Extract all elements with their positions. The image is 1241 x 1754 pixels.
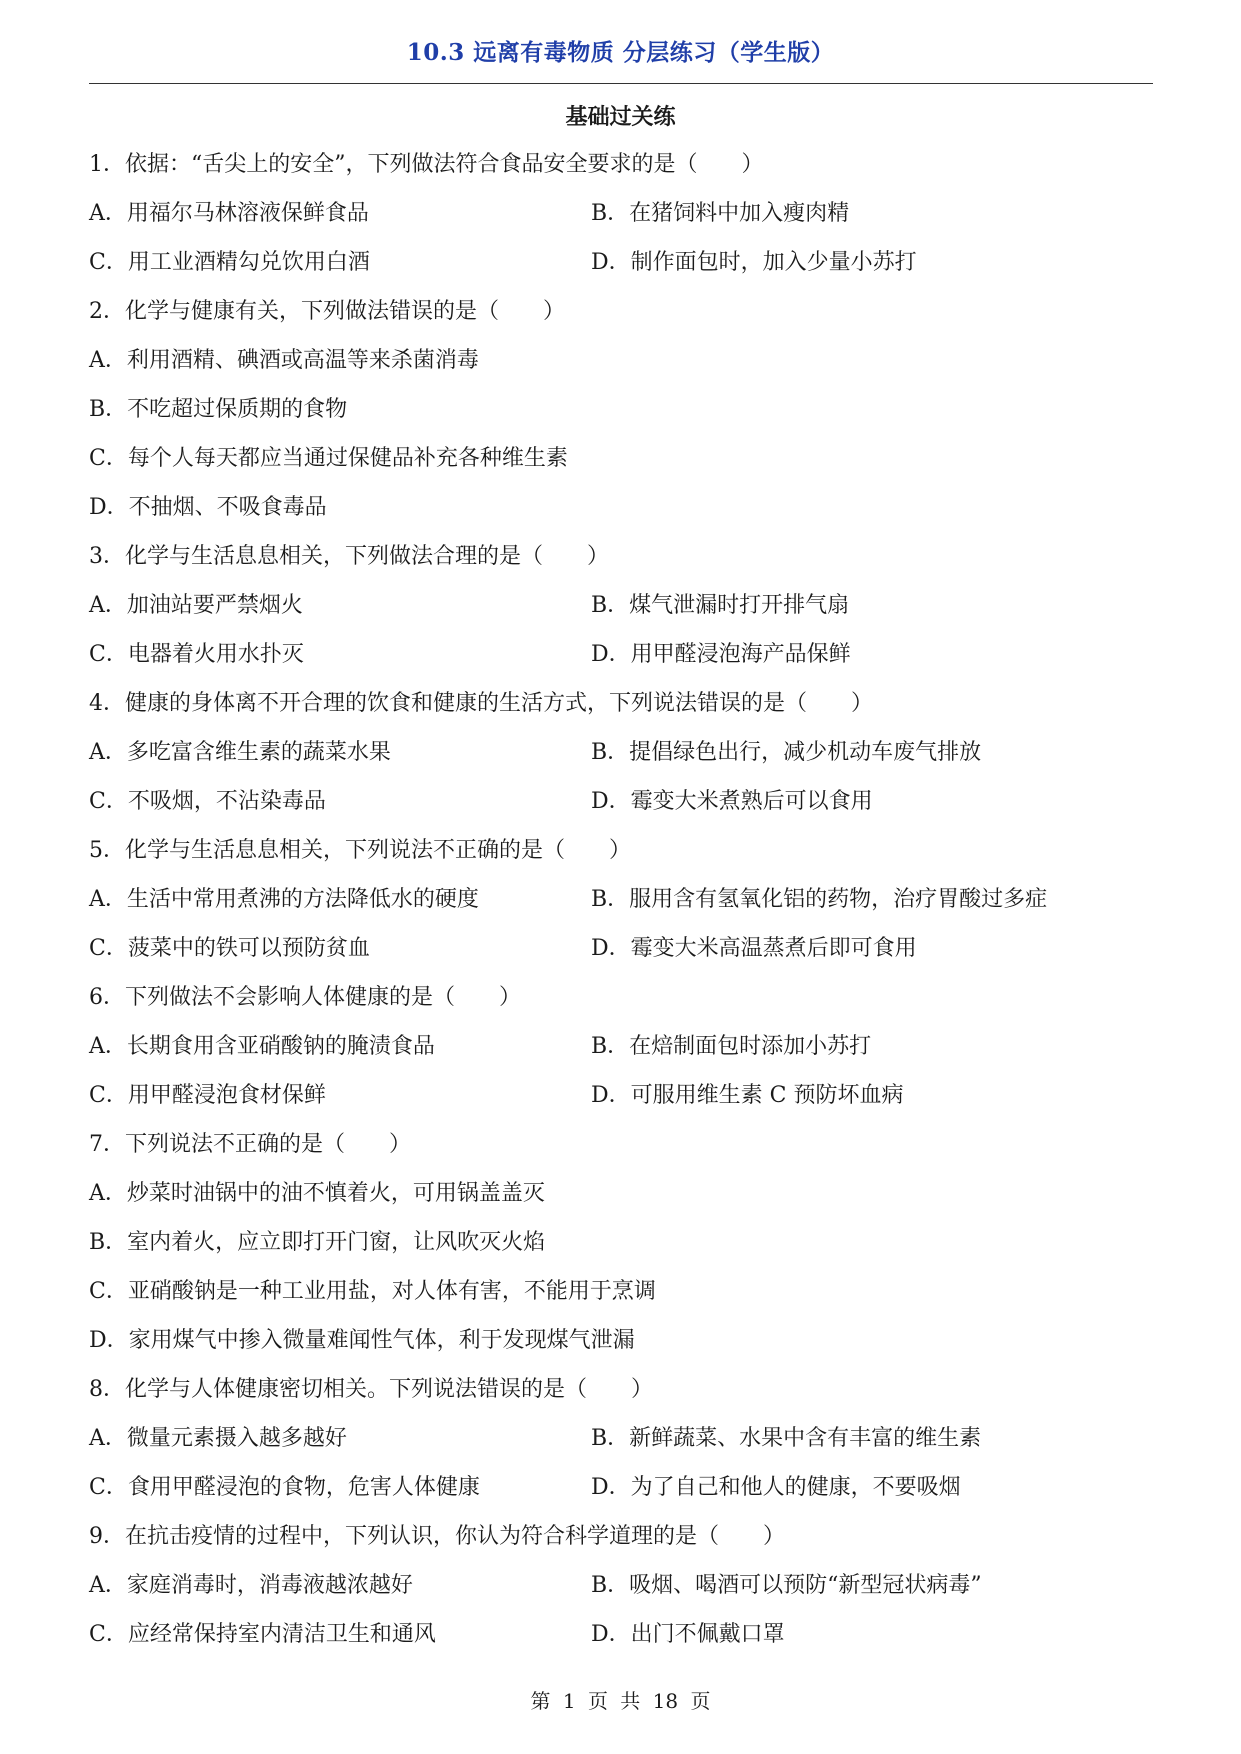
- question-8-option-a: A．微量元素摄入越多越好: [89, 1426, 347, 1451]
- question-5-options-row-2: [89, 924, 1153, 973]
- question-5-options-row-1: [89, 875, 1153, 924]
- question-list: [89, 140, 1153, 1659]
- question-7-option-a: A．炒菜时油锅中的油不慎着火，可用锅盖盖灭: [89, 1181, 545, 1206]
- question-4-option-b: B．提倡绿色出行，减少机动车废气排放: [591, 740, 982, 765]
- question-3-option-c: C．电器着火用水扑灭: [89, 642, 304, 667]
- question-7-stem: 7．下列说法不正确的是（ ）: [89, 1132, 411, 1157]
- question-4-option-a: A．多吃富含维生素的蔬菜水果: [89, 740, 391, 765]
- question-4-options-row-2: [89, 777, 1153, 826]
- question-1-option-d: D．制作面包时，加入少量小苏打: [591, 250, 917, 275]
- question-9-options-row-1: [89, 1561, 1153, 1610]
- question-1-stem: 1．依据：“舌尖上的安全”，下列做法符合食品安全要求的是（ ）: [89, 152, 764, 177]
- question-6-options-row-1: [89, 1022, 1153, 1071]
- question-6-option-b: B．在焙制面包时添加小苏打: [591, 1034, 872, 1059]
- question-6-option-c: C．用甲醛浸泡食材保鲜: [89, 1083, 326, 1108]
- question-3-option-a: A．加油站要严禁烟火: [89, 593, 303, 618]
- question-2-stem: 2．化学与健康有关，下列做法错误的是（ ）: [89, 299, 565, 324]
- question-2-option-c: C．每个人每天都应当通过保健品补充各种维生素: [89, 446, 568, 471]
- question-7-option-c: C．亚硝酸钠是一种工业用盐，对人体有害，不能用于烹调: [89, 1279, 656, 1304]
- page-number-footer: 第 1 页 共 18 页: [530, 1689, 711, 1713]
- question-6-option-d: D．可服用维生素 C 预防坏血病: [591, 1083, 904, 1108]
- question-5-option-c: C．菠菜中的铁可以预防贫血: [89, 936, 370, 961]
- question-5-stem: 5．化学与生活息息相关，下列说法不正确的是（ ）: [89, 838, 631, 863]
- question-1-option-b: B．在猪饲料中加入瘦肉精: [591, 201, 850, 226]
- document-header-title: 10.3 远离有毒物质 分层练习（学生版）: [406, 39, 835, 66]
- question-9-option-c: C．应经常保持室内清洁卫生和通风: [89, 1622, 436, 1647]
- question-9-options-row-2: [89, 1610, 1153, 1659]
- question-8-options-row-2: [89, 1463, 1153, 1512]
- question-9-stem: 9．在抗击疫情的过程中，下列认识，你认为符合科学道理的是（ ）: [89, 1524, 785, 1549]
- question-2-option-b: B．不吃超过保质期的食物: [89, 397, 348, 422]
- question-9-option-a: A．家庭消毒时，消毒液越浓越好: [89, 1573, 413, 1598]
- question-5-option-a: A．生活中常用煮沸的方法降低水的硬度: [89, 887, 479, 912]
- question-2-option-d: D．不抽烟、不吸食毒品: [89, 495, 327, 520]
- question-4-option-c: C．不吸烟，不沾染毒品: [89, 789, 326, 814]
- question-9-option-b: B．吸烟、喝酒可以预防“新型冠状病毒”: [591, 1573, 982, 1598]
- question-2-option-a: A．利用酒精、碘酒或高温等来杀菌消毒: [89, 348, 479, 373]
- question-3-options-row-2: [89, 630, 1153, 679]
- question-9-option-d: D．出门不佩戴口罩: [591, 1622, 785, 1647]
- question-4-options-row-1: [89, 728, 1153, 777]
- question-8-option-c: C．食用甲醛浸泡的食物，危害人体健康: [89, 1475, 480, 1500]
- question-1-option-c: C．用工业酒精勾兑饮用白酒: [89, 250, 370, 275]
- question-6-options-row-2: [89, 1071, 1153, 1120]
- question-3-options-row-1: [89, 581, 1153, 630]
- header-divider: [89, 83, 1153, 84]
- question-3-option-d: D．用甲醛浸泡海产品保鲜: [591, 642, 851, 667]
- question-6-option-a: A．长期食用含亚硝酸钠的腌渍食品: [89, 1034, 435, 1059]
- question-1-options-row-1: [89, 189, 1153, 238]
- question-8-options-row-1: [89, 1414, 1153, 1463]
- question-5-option-b: B．服用含有氢氧化铝的药物，治疗胃酸过多症: [591, 887, 1048, 912]
- question-3-option-b: B．煤气泄漏时打开排气扇: [591, 593, 850, 618]
- question-8-option-d: D．为了自己和他人的健康，不要吸烟: [591, 1475, 961, 1500]
- section-title: 基础过关练: [565, 104, 676, 130]
- question-5-option-d: D．霉变大米高温蒸煮后即可食用: [591, 936, 917, 961]
- question-4-stem: 4．健康的身体离不开合理的饮食和健康的生活方式，下列说法错误的是（ ）: [89, 691, 873, 716]
- question-6-stem: 6．下列做法不会影响人体健康的是（ ）: [89, 985, 521, 1010]
- question-7-option-b: B．室内着火，应立即打开门窗，让风吹灭火焰: [89, 1230, 546, 1255]
- question-1-option-a: A．用福尔马林溶液保鲜食品: [89, 201, 369, 226]
- question-8-stem: 8．化学与人体健康密切相关。下列说法错误的是（ ）: [89, 1377, 653, 1402]
- question-7-option-d: D．家用煤气中掺入微量难闻性气体，利于发现煤气泄漏: [89, 1328, 635, 1353]
- question-8-option-b: B．新鲜蔬菜、水果中含有丰富的维生素: [591, 1426, 982, 1451]
- question-4-option-d: D．霉变大米煮熟后可以食用: [591, 789, 873, 814]
- question-3-stem: 3．化学与生活息息相关，下列做法合理的是（ ）: [89, 544, 609, 569]
- question-1-options-row-2: [89, 238, 1153, 287]
